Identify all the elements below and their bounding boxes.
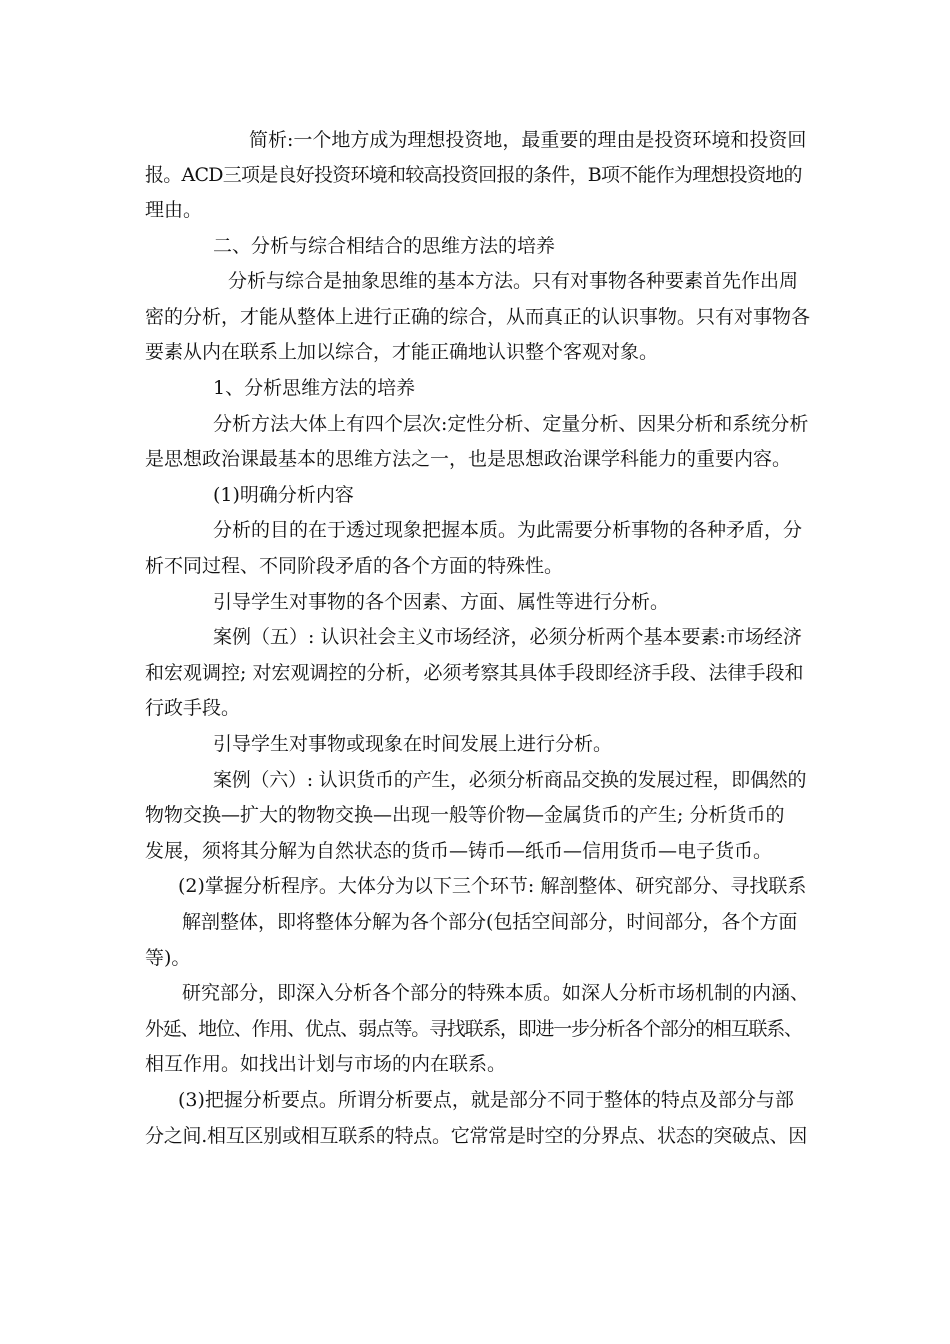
subheading-1: 1、分析思维方法的培养 <box>213 377 416 399</box>
case-6-line: 发展，须将其分解为自然状态的货币—铸币—纸币—信用货币—电子货币。 <box>145 840 773 862</box>
paragraph-line: 要素从内在联系上加以综合，才能正确地认识整个客观对象。 <box>145 341 659 363</box>
paragraph-line: 外延、地位、作用、优点、弱点等。寻找联系，即进一步分析各个部分的相互联系、 <box>145 1018 802 1040</box>
paragraph-line: 相互作用。如找出计划与市场的内在联系。 <box>145 1053 507 1075</box>
subheading-1-3: (3)把握分析要点。所谓分析要点，就是部分不同于整体的特点及部分与部 <box>178 1089 794 1111</box>
paragraph-line: 分之间.相互区别或相互联系的特点。它常常是时空的分界点、状态的突破点、因 <box>145 1125 808 1147</box>
case-6-line: 物物交换—扩大的物物交换—出现一般等价物—金属货币的产生; 分析货币的 <box>145 804 785 826</box>
paragraph-line: 析不同过程、不同阶段矛盾的各个方面的特殊性。 <box>145 555 564 577</box>
case-6-line: 案例（六）: 认识货币的产生，必须分析商品交换的发展过程，即偶然的 <box>213 769 807 791</box>
analysis-note-line-1: 简析:一个地方成为理想投资地，最重要的理由是投资环境和投资回 <box>249 129 807 151</box>
paragraph-line: 分析的目的在于透过现象把握本质。为此需要分析事物的各种矛盾，分 <box>213 519 803 541</box>
case-5-line: 行政手段。 <box>145 697 241 719</box>
analysis-note-line-2: 报。ACD三项是良好投资环境和较高投资回报的条件，B项不能作为理想投资地的 <box>145 164 802 186</box>
section-heading-2: 二、分析与综合相结合的思维方法的培养 <box>213 235 556 257</box>
paragraph-line: 密的分析，才能从整体上进行正确的综合，从而真正的认识事物。只有对事物各 <box>145 306 811 328</box>
subheading-1-2: (2)掌握分析程序。大体分为以下三个环节: 解剖整体、研究部分、寻找联系 <box>178 875 807 897</box>
subheading-1-1: (1)明确分析内容 <box>213 484 354 506</box>
paragraph-line: 引导学生对事物的各个因素、方面、属性等进行分析。 <box>213 591 670 613</box>
case-5-line: 案例（五）: 认识社会主义市场经济，必须分析两个基本要素:市场经济 <box>213 626 802 648</box>
case-5-line: 和宏观调控; 对宏观调控的分析，必须考察其具体手段即经济手段、法律手段和 <box>145 662 804 684</box>
paragraph-line: 引导学生对事物或现象在时间发展上进行分析。 <box>213 733 613 755</box>
paragraph-line: 分析方法大体上有四个层次:定性分析、定量分析、因果分析和系统分析 <box>213 413 809 435</box>
paragraph-line: 分析与综合是抽象思维的基本方法。只有对事物各种要素首先作出周 <box>228 270 799 292</box>
analysis-note-line-3: 理由。 <box>145 199 203 221</box>
paragraph-line: 是思想政治课最基本的思维方法之一，也是思想政治课学科能力的重要内容。 <box>145 448 792 470</box>
paragraph-line: 等)。 <box>145 947 191 969</box>
paragraph-line: 研究部分，即深入分析各个部分的特殊本质。如深人分析市场机制的内涵、 <box>182 982 810 1004</box>
paragraph-line: 解剖整体，即将整体分解为各个部分(包括空间部分，时间部分，各个方面 <box>182 911 798 933</box>
